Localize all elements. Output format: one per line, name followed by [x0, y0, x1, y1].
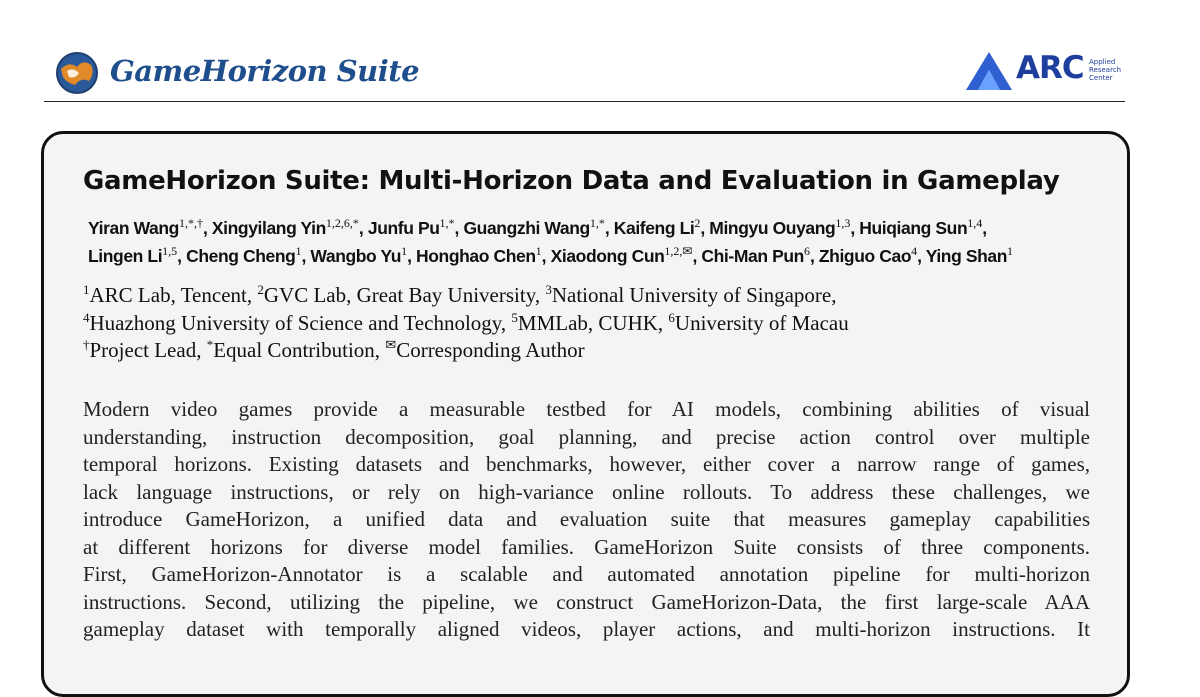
author — [88, 218, 203, 238]
abstract-line: First, GameHorizon-Annotator is a scalable and automated annotation pipeline for multi-horizon — [83, 562, 1090, 586]
abstract-line: instructions. Second, utilizing the pipeline, we construct GameHorizon-Data, the first large-scale AAA — [83, 589, 1090, 614]
author — [186, 246, 301, 266]
author-affiliation-marks: 1,*,† — [178, 216, 203, 230]
author-name: Ying Shan — [925, 246, 1008, 266]
author-affiliation-marks: 1,4 — [967, 216, 983, 230]
paper-title: GameHorizon Suite: Multi-Horizon Data and Evaluation in Gameplay — [83, 166, 1060, 196]
author — [614, 218, 701, 238]
author — [859, 218, 982, 238]
author-affiliation-marks: 1,3 — [835, 216, 851, 230]
author-affiliation-marks: 1,2,✉ — [664, 244, 693, 258]
arc-logo-icon — [964, 50, 1014, 92]
author-affiliation-marks: 1,2,6,* — [325, 216, 359, 230]
author-name: Junfu Pu — [367, 218, 440, 238]
author-name: Cheng Cheng — [186, 246, 296, 266]
author — [551, 246, 693, 266]
author-notes: †Project Lead, *Equal Contribution, ✉Corresponding Author — [83, 337, 585, 362]
author — [819, 246, 917, 266]
author — [701, 246, 810, 266]
author — [709, 218, 850, 238]
author — [368, 218, 455, 238]
author-affiliation-marks: 1 — [295, 244, 302, 258]
abstract-line: introduce GameHorizon, a unified data and evaluation suite that measures gameplay capabilities — [83, 507, 1090, 531]
author-affiliation-marks: 1 — [1007, 244, 1014, 258]
author-name: Chi-Man Pun — [701, 246, 804, 266]
author-name: Wangbo Yu — [310, 246, 402, 266]
arc-logo-subtitle: Applied Research Center — [1089, 58, 1122, 82]
arc-logo-text: ARC — [1016, 50, 1084, 86]
author-affiliation-marks: 1,5 — [162, 244, 178, 258]
abstract-line: temporal horizons. Existing datasets and benchmarks, however, either cover a narrow range of games, — [83, 452, 1090, 476]
author-affiliation-marks: 4 — [911, 244, 918, 258]
author-name: Zhiguo Cao — [818, 246, 912, 266]
author — [463, 218, 604, 238]
brand-name: GameHorizon Suite — [110, 54, 420, 88]
abstract-line: gameplay dataset with temporally aligned videos, player actions, and multi-horizon instructions. It — [83, 617, 1090, 641]
author-affiliation-marks: 6 — [803, 244, 810, 258]
author — [926, 246, 1013, 266]
abstract-line: at different horizons for diverse model families. GameHorizon Suite consists of three components. — [83, 534, 1090, 559]
author-name: Lingen Li — [88, 246, 163, 266]
abstract — [83, 396, 1090, 644]
author-affiliation-marks: 1,* — [439, 216, 455, 230]
author-name: Honghao Chen — [416, 246, 536, 266]
author — [88, 246, 177, 266]
abstract-line: lack language instructions, or rely on high-variance online rollouts. To address these challenges, we — [83, 479, 1090, 504]
abstract-line: understanding, instruction decomposition, goal planning, and precise action control over multiple — [83, 424, 1090, 449]
author-name: Mingyu Ouyang — [709, 218, 836, 238]
globe-logo-icon — [55, 51, 99, 95]
author — [310, 246, 407, 266]
author-name: Xingyilang Yin — [211, 218, 326, 238]
author-name: Huiqiang Sun — [859, 218, 968, 238]
author-name: Guangzhi Wang — [463, 218, 590, 238]
author-list: Yiran Wang$^{1,*,\dagger}$, Xingyilang Yin$^{1,2,6,*}$, Junfu $Pu^{1,*}$, Guangzhi Wang$^{1,*}$, Kaifeng Li$^2$, Mingyu Ouyang$^{1,3}$, Huiqiang Sun$^{1,4}$, Lingen Li$^{1,5}$, Cheng Cheng$^1$, Wangbo Yu$^1$, Honghao Chen$^1$, Xiaodong Cun$^{1,2,✉}$, Chi-Man Pun$^6$, Zhiguo Cao$^4$, Ying Shan$^1$ — [88, 216, 1014, 266]
abstract-line: Modern video games provide a measurable testbed for AI models, combining abilities of visual — [83, 397, 1090, 421]
page-header — [44, 44, 1125, 102]
affiliation-line-1: $^1$ARC Lab, Tencent, $^2$GVC Lab, Great Bay University, $^3$National University of Singapore, — [83, 282, 837, 307]
affiliation-line-2: $^4$Huazhong University of Science and Technology, $^5$MMLab, CUHK, $^6$University of Macau — [83, 309, 849, 335]
affiliations — [83, 282, 1093, 365]
author-name: Xiaodong Cun — [550, 246, 665, 266]
author-name: Yiran Wang — [88, 218, 179, 238]
author-affiliation-marks: 2 — [694, 216, 701, 230]
author — [416, 246, 542, 266]
author-affiliation-marks: 1 — [401, 244, 408, 258]
author-affiliation-marks: 1,* — [589, 216, 605, 230]
author-affiliation-marks: 1 — [535, 244, 542, 258]
author — [212, 218, 359, 238]
author-name: Kaifeng Li — [613, 218, 695, 238]
